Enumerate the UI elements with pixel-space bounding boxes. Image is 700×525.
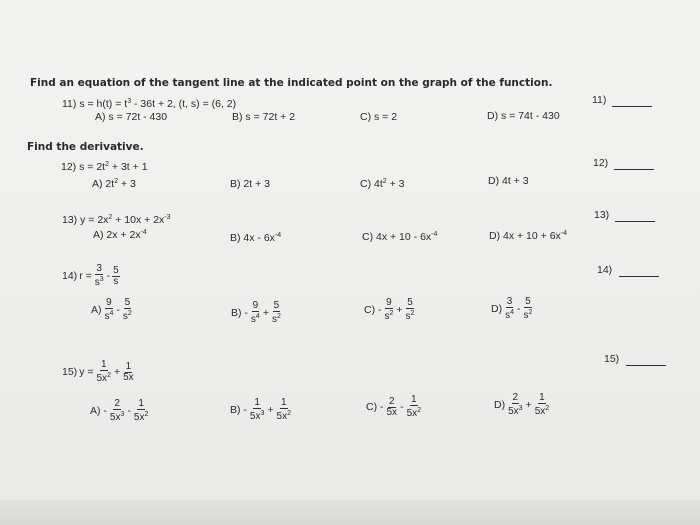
q13-prompt: 13) $y = 2x^2 + 10x + 2x^{-3}$ xyxy=(62,214,171,226)
q15-answer-label: 15) xyxy=(604,353,620,365)
q15-choice-b: B) - $\frac{1}{5x^3}$ + $\frac{1}{5x^2}$ xyxy=(230,397,291,422)
q13-answer-label: 13) xyxy=(594,209,610,221)
q13-choice-d: D) $4x + 10 + 6x^{-4}$ xyxy=(489,230,568,242)
q15-prompt: 15) y = $\frac{1}{5x^2}$ + $\frac{1}{5x}$ xyxy=(62,359,134,384)
section1-heading: Find an equation of the tangent line at the indicated point on the graph of the function. xyxy=(30,77,553,89)
q11-prompt: 11) $s = h(t) = t^3 - 36t + 2$, (t, s) = (6, 2) xyxy=(62,98,237,110)
q15-choice-c: C) - $\frac{2}{5x}$ - $\frac{1}{5x^2}$ xyxy=(366,394,422,419)
q14-prompt: 14) r = $\frac{3}{s^3}$ - $\frac{5}{s}$ xyxy=(62,263,119,288)
q14-answer-blank[interactable] xyxy=(619,276,659,277)
q11-choice-d: D) s = 74t - 430 xyxy=(487,110,560,122)
q12-prompt: 12) $s = 2t^2 + 3t + 1$ xyxy=(61,161,148,173)
q12-choice-a: A) $2t^2 + 3$ xyxy=(92,178,136,190)
q14-choice-d: D) $\frac{3}{s^4}$ - $\frac{5}{s^2}$ xyxy=(491,296,533,321)
q11-answer-label: 11) xyxy=(592,94,607,106)
q11-choice-c: C) s = 2 xyxy=(360,111,398,123)
q14-answer-label: 14) xyxy=(597,264,613,276)
q15-choice-a: A) - $\frac{2}{5x^3}$ - $\frac{1}{5x^2}$ xyxy=(90,398,149,423)
q11-choice-b: B) s = 72t + 2 xyxy=(232,111,296,123)
q15-answer-blank[interactable] xyxy=(626,365,666,366)
q13-choice-c: C) $4x + 10 - 6x^{-4}$ xyxy=(362,231,438,243)
q12-choice-d: D) 4t + 3 xyxy=(488,175,529,187)
q13-answer-blank[interactable] xyxy=(615,221,655,222)
q12-choice-c: C) $4t^2 + 3$ xyxy=(360,178,405,190)
q14-choice-c: C) - $\frac{9}{s^2}$ + $\frac{5}{s^2}$ xyxy=(364,297,415,322)
q14-choice-b: B) - $\frac{9}{s^4}$ + $\frac{5}{s^2}$ xyxy=(231,300,281,325)
q13-choice-b: B) $4x - 6x^{-4}$ xyxy=(230,232,282,244)
q15-choice-d: D) $\frac{2}{5x^3}$ + $\frac{1}{5x^2}$ xyxy=(494,392,550,417)
q13-choice-a: A) $2x + 2x^{-4}$ xyxy=(93,229,147,241)
q11-choice-a: A) s = 72t - 430 xyxy=(95,111,168,123)
section2-heading: Find the derivative. xyxy=(27,141,144,153)
page-edge xyxy=(0,500,700,525)
q14-choice-a: A) $\frac{9}{s^4}$ - $\frac{5}{s^2}$ xyxy=(91,297,132,322)
q12-choice-b: B) 2t + 3 xyxy=(230,178,270,190)
q12-answer-label: 12) xyxy=(593,157,609,169)
q12-answer-blank[interactable] xyxy=(614,169,654,170)
q11-answer-blank[interactable] xyxy=(612,106,652,107)
